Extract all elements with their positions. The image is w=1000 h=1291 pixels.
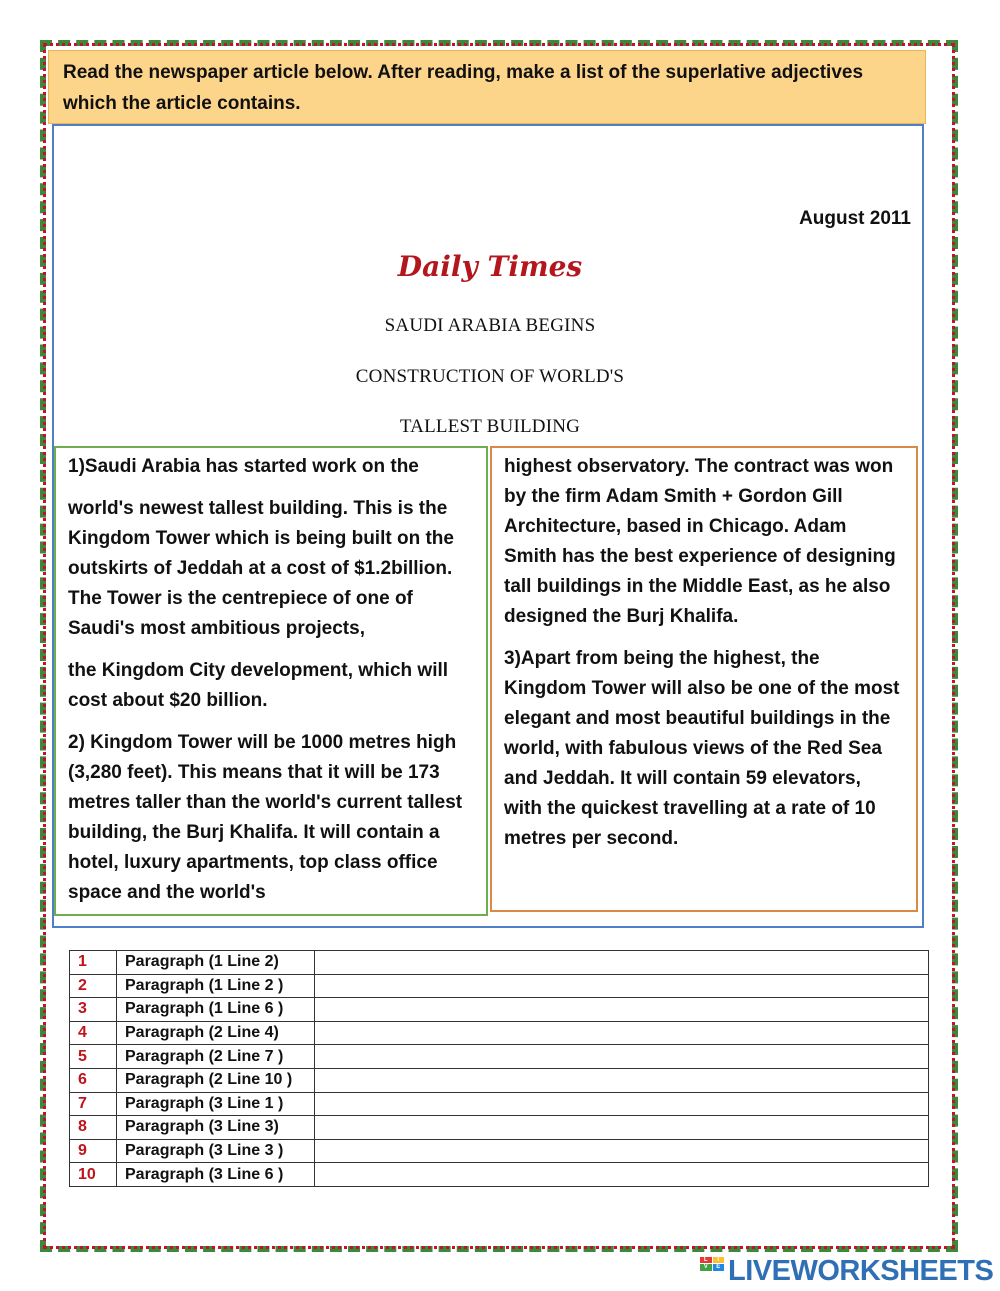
- article-column-right: [490, 446, 918, 912]
- paragraph-reference: Paragraph (2 Line 4): [117, 1021, 315, 1045]
- paragraph-3: 3)Apart from being the highest, the Kingdom Tower will also be one of the most elegant and most beautiful buildings in the world, with fabulous views of the Red Sea and Jeddah. It will contain 59 elevators, with the quickest travelling at a rate of 10 metres per second.: [504, 648, 900, 849]
- paragraph-1-end: the Kingdom City development, which will cost about $20 billion.: [68, 660, 449, 711]
- instructions-text: Read the newspaper article below. After reading, make a list of the superlative adjectives which the article contains.: [63, 62, 864, 114]
- table-row: [70, 1139, 929, 1163]
- paragraph-1-start: 1)Saudi Arabia has started work on the: [68, 456, 419, 477]
- headline-line-2: CONSTRUCTION OF WORLD'S: [355, 366, 625, 387]
- paragraph-reference: Paragraph (3 Line 3): [117, 1116, 315, 1140]
- table-row: [70, 998, 929, 1022]
- paragraph-reference: Paragraph (3 Line 1 ): [117, 1092, 315, 1116]
- answer-table: [69, 950, 929, 1187]
- answer-field[interactable]: [315, 1045, 929, 1069]
- row-number: 9: [70, 1139, 117, 1163]
- logo-letter: L: [700, 1257, 712, 1263]
- paragraph-reference: Paragraph (2 Line 10 ): [117, 1068, 315, 1092]
- headline-line-3: TALLEST BUILDING: [399, 416, 581, 437]
- answer-field[interactable]: [315, 998, 929, 1022]
- article-column-left: [54, 446, 488, 916]
- row-number: 3: [70, 998, 117, 1022]
- answer-field[interactable]: [315, 1021, 929, 1045]
- paragraph-reference: Paragraph (1 Line 2): [117, 951, 315, 975]
- answer-field[interactable]: [315, 1068, 929, 1092]
- paragraph-reference: Paragraph (3 Line 6 ): [117, 1163, 315, 1187]
- answer-field[interactable]: [315, 974, 929, 998]
- row-number: 1: [70, 951, 117, 975]
- paragraph-reference: Paragraph (1 Line 2 ): [117, 974, 315, 998]
- row-number: 2: [70, 974, 117, 998]
- logo-mark-icon: [700, 1257, 724, 1285]
- paragraph-reference: Paragraph (3 Line 3 ): [117, 1139, 315, 1163]
- table-row: [70, 1021, 929, 1045]
- table-row: [70, 1092, 929, 1116]
- row-number: 4: [70, 1021, 117, 1045]
- table-row: [70, 1116, 929, 1140]
- row-number: 6: [70, 1068, 117, 1092]
- answer-field[interactable]: [315, 1116, 929, 1140]
- article-date: August 2011: [799, 208, 911, 229]
- newspaper-masthead: Daily Times: [397, 250, 583, 283]
- table-row: [70, 1163, 929, 1187]
- row-number: 10: [70, 1163, 117, 1187]
- row-number: 5: [70, 1045, 117, 1069]
- liveworksheets-logo: [700, 1254, 993, 1288]
- answer-field[interactable]: [315, 1163, 929, 1187]
- answer-field[interactable]: [315, 951, 929, 975]
- paragraph-1-body: world's newest tallest building. This is the Kingdom Tower which is being built on the outskirts of Jeddah at a cost of $1.2billion. The Tower is the centrepiece of one of Saudi's most ambitious projects,: [68, 498, 454, 639]
- headline-line-1: SAUDI ARABIA BEGINS: [384, 315, 596, 336]
- logo-letter: E: [713, 1264, 725, 1270]
- paragraph-reference: Paragraph (1 Line 6 ): [117, 998, 315, 1022]
- logo-letter: I: [713, 1257, 725, 1263]
- table-row: [70, 951, 929, 975]
- paragraph-reference: Paragraph (2 Line 7 ): [117, 1045, 315, 1069]
- row-number: 8: [70, 1116, 117, 1140]
- logo-letter: V: [700, 1264, 712, 1270]
- answer-field[interactable]: [315, 1139, 929, 1163]
- instructions-box: [48, 50, 926, 124]
- table-row: [70, 1068, 929, 1092]
- logo-text: LIVEWORKSHEETS: [728, 1254, 994, 1287]
- answer-field[interactable]: [315, 1092, 929, 1116]
- row-number: 7: [70, 1092, 117, 1116]
- table-row: [70, 974, 929, 998]
- paragraph-2: 2) Kingdom Tower will be 1000 metres high (3,280 feet). This means that it will be 173 metres taller than the world's current tallest building, the Burj Khalifa. It will contain a hotel, luxury apartments, top class office space and the world's: [68, 732, 463, 903]
- paragraph-2-continued: highest observatory. The contract was won by the firm Adam Smith + Gordon Gill Architecture, based in Chicago. Adam Smith has the best experience of designing tall buildings in the Middle East, as he also designed the Burj Khalifa.: [504, 456, 896, 627]
- table-row: [70, 1045, 929, 1069]
